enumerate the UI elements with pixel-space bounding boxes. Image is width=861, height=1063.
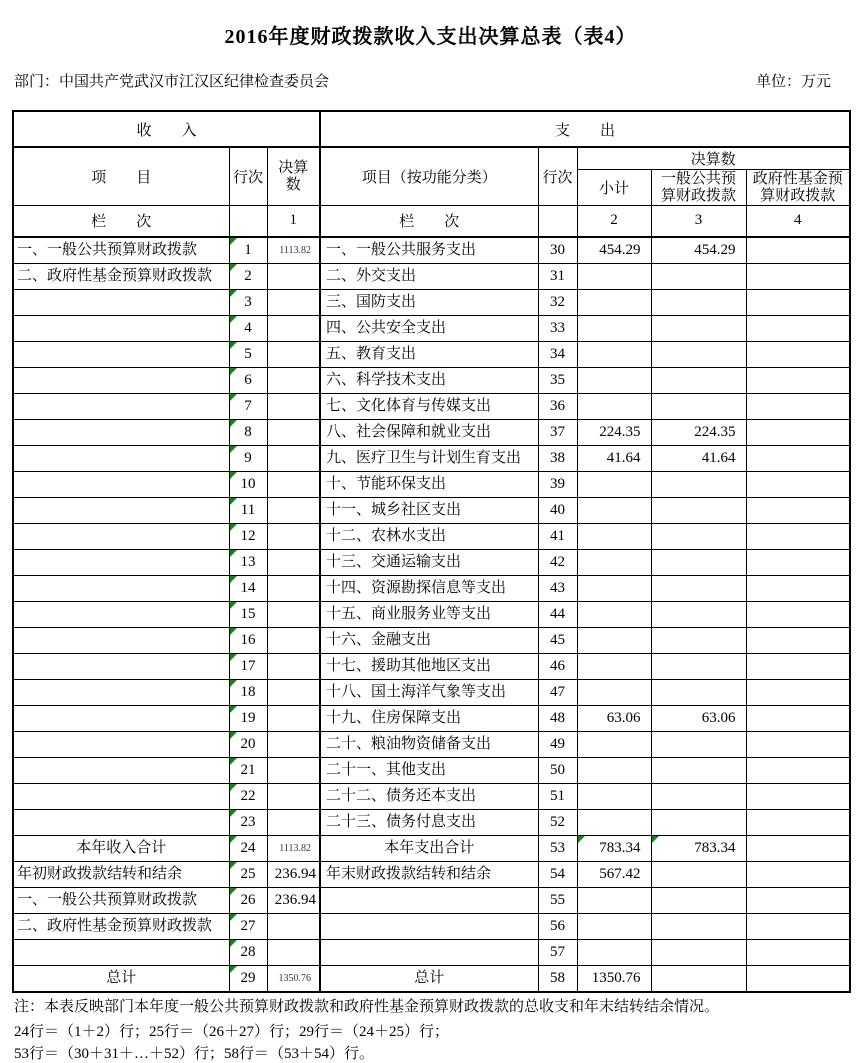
income-item-cell: [13, 315, 229, 341]
expense-gov-fund-cell: [746, 367, 850, 393]
expense-general-budget-cell: [651, 965, 746, 992]
table-row: [13, 523, 850, 549]
expense-gov-fund-cell: [746, 237, 850, 264]
expense-gov-fund-cell: [746, 523, 850, 549]
expense-gov-fund-cell: [746, 341, 850, 367]
income-row-number-cell: 28: [229, 939, 267, 965]
expense-item-cell: 二、外交支出: [320, 263, 538, 289]
expense-row-number-cell: 51: [538, 783, 577, 809]
expense-general-budget-cell: [651, 393, 746, 419]
expense-subtotal-cell: [577, 523, 651, 549]
expense-row-number-cell: 58: [538, 965, 577, 992]
income-item-cell: 二、政府性基金预算财政拨款: [13, 913, 229, 939]
expense-gov-fund-cell: [746, 289, 850, 315]
table-row: [13, 757, 850, 783]
income-row-number-cell: 23: [229, 809, 267, 835]
income-row-number-cell: 15: [229, 601, 267, 627]
expense-gov-fund-cell: [746, 679, 850, 705]
expense-gov-fund-cell: [746, 653, 850, 679]
income-amount-cell: [267, 445, 320, 471]
table-row: [13, 705, 850, 731]
expense-general-budget-cell: [651, 497, 746, 523]
expense-item-cell: 七、文化体育与传媒支出: [320, 393, 538, 419]
expense-general-budget-cell: [651, 757, 746, 783]
income-amount-index-cell: 1: [267, 206, 320, 237]
income-row-number-cell: 3: [229, 289, 267, 315]
table-row: [13, 783, 850, 809]
income-row-number-cell: 20: [229, 731, 267, 757]
income-item-header: 项 目: [13, 147, 229, 206]
expense-row-number-header: 行次: [538, 147, 577, 206]
expense-item-cell: 二十一、其他支出: [320, 757, 538, 783]
table-row: [13, 341, 850, 367]
expense-general-budget-cell: 454.29: [651, 237, 746, 264]
income-amount-cell: 236.94: [267, 861, 320, 887]
expense-row-number-cell: 43: [538, 575, 577, 601]
expense-gov-fund-cell: [746, 783, 850, 809]
income-item-cell: [13, 445, 229, 471]
income-amount-cell: [267, 289, 320, 315]
subtotal-header: 小计: [577, 170, 651, 206]
expense-general-budget-cell: [651, 809, 746, 835]
table-row: [13, 575, 850, 601]
income-amount-cell: [267, 939, 320, 965]
table-row: [13, 367, 850, 393]
expense-item-cell: 总计: [320, 965, 538, 992]
expense-subtotal-cell: [577, 601, 651, 627]
income-row-number-cell: 16: [229, 627, 267, 653]
expense-gov-fund-cell: [746, 601, 850, 627]
expense-item-cell: 三、国防支出: [320, 289, 538, 315]
income-row-number-cell: 11: [229, 497, 267, 523]
expense-item-cell: 二十、粮油物资储备支出: [320, 731, 538, 757]
table-row: [13, 419, 850, 445]
income-row-number-cell: 10: [229, 471, 267, 497]
income-row-number-cell: 21: [229, 757, 267, 783]
income-amount-cell: [267, 341, 320, 367]
expense-general-budget-cell: [651, 341, 746, 367]
expense-subtotal-cell: [577, 757, 651, 783]
income-row-number-cell: 12: [229, 523, 267, 549]
expense-row-number-cell: 32: [538, 289, 577, 315]
expense-item-cell: 十七、援助其他地区支出: [320, 653, 538, 679]
income-amount-cell: [267, 679, 320, 705]
expense-item-cell: 十六、金融支出: [320, 627, 538, 653]
expense-general-budget-cell: [651, 653, 746, 679]
income-item-cell: [13, 419, 229, 445]
income-amount-cell: 1113.82: [267, 835, 320, 861]
expense-subtotal-cell: [577, 731, 651, 757]
expense-row-number-cell: 53: [538, 835, 577, 861]
expense-subtotal-cell: [577, 315, 651, 341]
expense-subtotal-cell: [577, 367, 651, 393]
expense-column-index-label: 栏 次: [320, 206, 538, 237]
income-row-number-cell: 7: [229, 393, 267, 419]
income-item-cell: [13, 341, 229, 367]
table-row: [13, 965, 850, 992]
expense-row-number-cell: 34: [538, 341, 577, 367]
income-amount-cell: [267, 263, 320, 289]
general-budget-header: 一般公共预算财政拨款: [651, 170, 746, 206]
expense-item-cell: 八、社会保障和就业支出: [320, 419, 538, 445]
expense-item-cell: 四、公共安全支出: [320, 315, 538, 341]
income-row-number-header: 行次: [229, 147, 267, 206]
table-row: [13, 679, 850, 705]
expense-gov-fund-cell: [746, 965, 850, 992]
expense-row-number-cell: 42: [538, 549, 577, 575]
income-amount-cell: [267, 627, 320, 653]
expense-subtotal-cell: [577, 263, 651, 289]
general-budget-index-cell: 3: [651, 206, 746, 237]
department-label: 部门：中国共产党武汉市江汉区纪律检查委员会: [14, 74, 330, 90]
expense-general-budget-cell: [651, 367, 746, 393]
income-item-cell: 一、一般公共预算财政拨款: [13, 887, 229, 913]
table-row: [13, 237, 850, 264]
expense-item-cell: 本年支出合计: [320, 835, 538, 861]
expense-item-cell: 一、一般公共服务支出: [320, 237, 538, 264]
table-row: [13, 939, 850, 965]
table-row: [13, 627, 850, 653]
expense-row-number-cell: 44: [538, 601, 577, 627]
expense-row-number-cell: 31: [538, 263, 577, 289]
income-item-cell: [13, 549, 229, 575]
expense-subtotal-cell: [577, 549, 651, 575]
expense-subtotal-cell: 567.42: [577, 861, 651, 887]
income-item-cell: 一、一般公共预算财政拨款: [13, 237, 229, 264]
expense-general-budget-cell: [651, 315, 746, 341]
income-row-number-cell: 14: [229, 575, 267, 601]
fiscal-summary-table: [12, 110, 851, 993]
expense-subtotal-cell: [577, 627, 651, 653]
income-item-cell: [13, 783, 229, 809]
gov-fund-index-cell: 4: [746, 206, 850, 237]
income-amount-cell: 1350.76: [267, 965, 320, 992]
expense-subtotal-cell: 454.29: [577, 237, 651, 264]
expense-row-number-cell: 30: [538, 237, 577, 264]
income-item-cell: 二、政府性基金预算财政拨款: [13, 263, 229, 289]
expense-gov-fund-cell: [746, 913, 850, 939]
income-amount-cell: [267, 653, 320, 679]
expense-subtotal-cell: [577, 783, 651, 809]
expense-row-number-cell: 36: [538, 393, 577, 419]
table-row: [13, 393, 850, 419]
expense-general-budget-cell: [651, 601, 746, 627]
income-amount-cell: [267, 757, 320, 783]
expense-subtotal-cell: [577, 809, 651, 835]
expense-subtotal-cell: [577, 653, 651, 679]
table-row: [13, 887, 850, 913]
table-row: [13, 315, 850, 341]
expense-subtotal-cell: [577, 497, 651, 523]
income-row-number-cell: 5: [229, 341, 267, 367]
income-item-cell: [13, 367, 229, 393]
income-row-number-cell: 26: [229, 887, 267, 913]
expense-subtotal-cell: [577, 393, 651, 419]
table-row: [13, 653, 850, 679]
table-row: [13, 263, 850, 289]
income-row-number-cell: 17: [229, 653, 267, 679]
income-amount-cell: 1113.82: [267, 237, 320, 264]
expense-row-number-cell: 41: [538, 523, 577, 549]
table-row: [13, 731, 850, 757]
income-amount-cell: [267, 575, 320, 601]
expense-subtotal-cell: 1350.76: [577, 965, 651, 992]
expense-gov-fund-cell: [746, 575, 850, 601]
income-row-number-cell: 19: [229, 705, 267, 731]
expense-item-cell: 十三、交通运输支出: [320, 549, 538, 575]
expense-subtotal-cell: [577, 471, 651, 497]
expense-general-budget-cell: 41.64: [651, 445, 746, 471]
income-amount-cell: [267, 913, 320, 939]
expense-row-number-cell: 54: [538, 861, 577, 887]
expense-item-cell: 十四、资源勘探信息等支出: [320, 575, 538, 601]
income-amount-cell: [267, 731, 320, 757]
expense-general-budget-cell: [651, 731, 746, 757]
expense-gov-fund-cell: [746, 445, 850, 471]
income-row-number-cell: 1: [229, 237, 267, 264]
expense-item-header: 项目（按功能分类）: [320, 147, 538, 206]
expense-gov-fund-cell: [746, 939, 850, 965]
expense-row-index-cell: [538, 206, 577, 237]
gov-fund-header: 政府性基金预算财政拨款: [746, 170, 850, 206]
expense-section-header: 支 出: [320, 111, 850, 147]
expense-general-budget-cell: [651, 783, 746, 809]
income-column-index-label: 栏 次: [13, 206, 229, 237]
expense-gov-fund-cell: [746, 809, 850, 835]
income-amount-cell: [267, 601, 320, 627]
income-amount-header: 决算数: [267, 147, 320, 206]
expense-general-budget-cell: [651, 523, 746, 549]
table-row: [13, 549, 850, 575]
income-item-cell: [13, 705, 229, 731]
income-row-number-cell: 22: [229, 783, 267, 809]
income-item-cell: [13, 809, 229, 835]
income-amount-cell: [267, 497, 320, 523]
expense-general-budget-cell: [651, 939, 746, 965]
expense-gov-fund-cell: [746, 471, 850, 497]
expense-row-number-cell: 52: [538, 809, 577, 835]
expense-general-budget-cell: [651, 549, 746, 575]
expense-item-cell: 九、医疗卫生与计划生育支出: [320, 445, 538, 471]
expense-gov-fund-cell: [746, 887, 850, 913]
expense-row-number-cell: 50: [538, 757, 577, 783]
expense-item-cell: 十八、国土海洋气象等支出: [320, 679, 538, 705]
amount-group-header: 决算数: [577, 147, 850, 170]
expense-subtotal-cell: [577, 913, 651, 939]
expense-general-budget-cell: [651, 679, 746, 705]
expense-subtotal-cell: 41.64: [577, 445, 651, 471]
expense-row-number-cell: 55: [538, 887, 577, 913]
income-amount-cell: [267, 523, 320, 549]
expense-item-cell: 年末财政拨款结转和结余: [320, 861, 538, 887]
expense-subtotal-cell: [577, 679, 651, 705]
expense-row-number-cell: 48: [538, 705, 577, 731]
expense-general-budget-cell: 783.34: [651, 835, 746, 861]
income-amount-cell: [267, 471, 320, 497]
income-row-number-cell: 25: [229, 861, 267, 887]
expense-general-budget-cell: [651, 913, 746, 939]
expense-row-number-cell: 40: [538, 497, 577, 523]
income-item-cell: [13, 601, 229, 627]
expense-gov-fund-cell: [746, 419, 850, 445]
expense-gov-fund-cell: [746, 731, 850, 757]
expense-item-cell: 十一、城乡社区支出: [320, 497, 538, 523]
income-item-cell: [13, 393, 229, 419]
income-amount-cell: [267, 393, 320, 419]
income-item-cell: [13, 731, 229, 757]
expense-row-number-cell: 56: [538, 913, 577, 939]
expense-subtotal-cell: [577, 289, 651, 315]
expense-item-cell: 五、教育支出: [320, 341, 538, 367]
table-row: [13, 861, 850, 887]
expense-item-cell: [320, 913, 538, 939]
income-row-number-cell: 8: [229, 419, 267, 445]
expense-general-budget-cell: [651, 861, 746, 887]
expense-row-number-cell: 45: [538, 627, 577, 653]
expense-subtotal-cell: 63.06: [577, 705, 651, 731]
expense-gov-fund-cell: [746, 861, 850, 887]
expense-subtotal-cell: [577, 887, 651, 913]
expense-item-cell: 二十三、债务付息支出: [320, 809, 538, 835]
unit-label: 单位：万元: [755, 74, 831, 90]
expense-row-number-cell: 33: [538, 315, 577, 341]
expense-general-budget-cell: [651, 289, 746, 315]
income-row-index-cell: [229, 206, 267, 237]
expense-item-cell: 六、科学技术支出: [320, 367, 538, 393]
expense-item-cell: 十九、住房保障支出: [320, 705, 538, 731]
table-row: [13, 497, 850, 523]
table-row: [13, 445, 850, 471]
expense-general-budget-cell: [651, 471, 746, 497]
income-row-number-cell: 13: [229, 549, 267, 575]
expense-row-number-cell: 38: [538, 445, 577, 471]
table-row: [13, 835, 850, 861]
expense-gov-fund-cell: [746, 835, 850, 861]
expense-subtotal-cell: 783.34: [577, 835, 651, 861]
expense-subtotal-cell: [577, 575, 651, 601]
subtotal-index-cell: 2: [577, 206, 651, 237]
income-item-cell: 年初财政拨款结转和结余: [13, 861, 229, 887]
expense-item-cell: [320, 887, 538, 913]
income-amount-cell: [267, 809, 320, 835]
table-row: [13, 471, 850, 497]
income-amount-cell: [267, 549, 320, 575]
expense-item-cell: [320, 939, 538, 965]
income-amount-cell: [267, 315, 320, 341]
table-row: [13, 289, 850, 315]
income-item-cell: [13, 289, 229, 315]
income-item-cell: [13, 939, 229, 965]
expense-subtotal-cell: [577, 341, 651, 367]
expense-item-cell: 十二、农林水支出: [320, 523, 538, 549]
table-row: [13, 809, 850, 835]
footnote-expense-formula: 53行＝（30＋31＋…＋52）行；58行＝（53＋54）行。: [14, 1046, 375, 1062]
income-item-cell: 本年收入合计: [13, 835, 229, 861]
income-section-header: 收 入: [13, 111, 320, 147]
income-amount-cell: [267, 705, 320, 731]
table-row: [13, 913, 850, 939]
expense-item-cell: 二十二、债务还本支出: [320, 783, 538, 809]
expense-subtotal-cell: 224.35: [577, 419, 651, 445]
income-item-cell: 总计: [13, 965, 229, 992]
expense-row-number-cell: 57: [538, 939, 577, 965]
expense-gov-fund-cell: [746, 627, 850, 653]
income-amount-cell: [267, 419, 320, 445]
income-row-number-cell: 4: [229, 315, 267, 341]
expense-item-cell: 十、节能环保支出: [320, 471, 538, 497]
income-row-number-cell: 2: [229, 263, 267, 289]
expense-row-number-cell: 39: [538, 471, 577, 497]
expense-item-cell: 十五、商业服务业等支出: [320, 601, 538, 627]
expense-general-budget-cell: 224.35: [651, 419, 746, 445]
income-row-number-cell: 9: [229, 445, 267, 471]
expense-gov-fund-cell: [746, 549, 850, 575]
footnote-income-formula: 24行＝（1＋2）行；25行＝（26＋27）行；29行＝（24＋25）行；: [14, 1024, 450, 1040]
income-amount-cell: [267, 367, 320, 393]
income-row-number-cell: 18: [229, 679, 267, 705]
footnote-summary: 注：本表反映部门本年度一般公共预算财政拨款和政府性基金预算财政拨款的总收支和年末结转结余情况。: [14, 999, 720, 1015]
expense-general-budget-cell: [651, 263, 746, 289]
income-item-cell: [13, 627, 229, 653]
expense-gov-fund-cell: [746, 497, 850, 523]
expense-gov-fund-cell: [746, 263, 850, 289]
income-item-cell: [13, 653, 229, 679]
income-row-number-cell: 6: [229, 367, 267, 393]
income-row-number-cell: 29: [229, 965, 267, 992]
expense-general-budget-cell: [651, 887, 746, 913]
expense-subtotal-cell: [577, 939, 651, 965]
expense-gov-fund-cell: [746, 393, 850, 419]
expense-gov-fund-cell: [746, 705, 850, 731]
income-item-cell: [13, 523, 229, 549]
income-amount-cell: [267, 783, 320, 809]
expense-gov-fund-cell: [746, 757, 850, 783]
income-item-cell: [13, 471, 229, 497]
table-row: [13, 601, 850, 627]
expense-row-number-cell: 46: [538, 653, 577, 679]
expense-row-number-cell: 37: [538, 419, 577, 445]
income-row-number-cell: 24: [229, 835, 267, 861]
income-item-cell: [13, 497, 229, 523]
expense-row-number-cell: 49: [538, 731, 577, 757]
expense-general-budget-cell: [651, 575, 746, 601]
expense-general-budget-cell: [651, 627, 746, 653]
expense-general-budget-cell: 63.06: [651, 705, 746, 731]
income-row-number-cell: 27: [229, 913, 267, 939]
income-item-cell: [13, 679, 229, 705]
expense-row-number-cell: 47: [538, 679, 577, 705]
expense-gov-fund-cell: [746, 315, 850, 341]
expense-row-number-cell: 35: [538, 367, 577, 393]
income-item-cell: [13, 757, 229, 783]
income-amount-cell: 236.94: [267, 887, 320, 913]
page-title: 2016年度财政拨款收入支出决算总表（表4）: [224, 26, 637, 48]
income-item-cell: [13, 575, 229, 601]
